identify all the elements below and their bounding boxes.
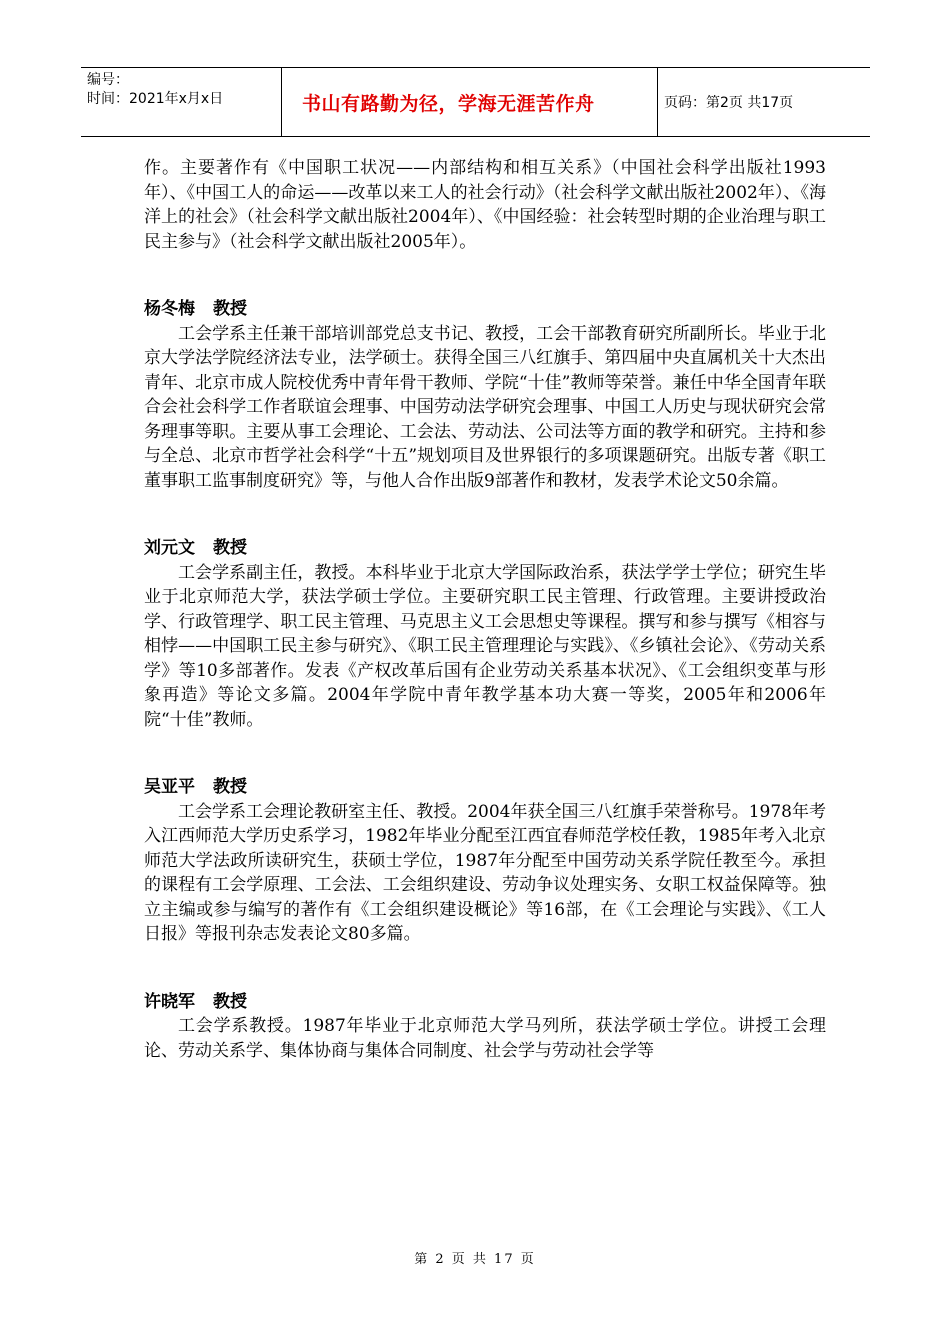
document-body xyxy=(144,156,826,1063)
profile-bio: 工会学系主任兼干部培训部党总支书记、教授，工会干部教育研究所副所长。毕业于北京大学法学院经济法专业，法学硕士。获得全国三八红旗手、第四届中央直属机关十大杰出青年、北京市成人院校优秀中青年骨干教师、学院“十佳”教师等荣誉。兼任中华全国青年联合会社会科学工作者联谊会理事、中国劳动法学研究会理事、中国工人历史与现状研究会常务理事等职。主要从事工会理论、工会法、劳动法、公司法等方面的教学和研究。主持和参与全总、北京市哲学社会科学“十五”规划项目及世界银行的多项课题研究。出版专著《职工董事职工监事制度研究》等，与他人合作出版9部著作和教材，发表学术论文50余篇。 xyxy=(144,323,826,491)
person-title: 教授 xyxy=(213,991,247,1012)
person-title: 教授 xyxy=(213,538,247,558)
profile-bio: 工会学系教授。1987年毕业于北京师范大学马列所，获法学硕士学位。讲授工会理论、劳动关系学、集体协商与集体合同制度、社会学与劳动社会学等 xyxy=(144,1016,826,1061)
person-name: 刘元文 xyxy=(144,538,195,558)
profile-bio: 工会学系副主任，教授。本科毕业于北京大学国际政治系，获法学学士学位；研究生毕业于北京师范大学，获法学硕士学位。主要研究职工民主管理、行政管理。主要讲授政治学、行政管理学、职工民主管理、马克思主义工会思想史等课程。撰写和参与撰写《相容与相悖——中国职工民主参与研究》、《职工民主管理理论与实践》、《乡镇社会论》、《劳动关系学》等10多部著作。发表《产权改革后国有企业劳动关系基本状况》、《工会组织变革与形象再造》等论文多篇。2004年学院中青年教学基本功大赛一等奖，2005年和2006年院“十佳”教师。 xyxy=(144,562,826,730)
page-footer xyxy=(0,1248,950,1267)
profile-liu-yuanwen xyxy=(144,536,826,732)
number-label: 编号： xyxy=(87,72,129,88)
profile-bio: 工会学系工会理论教研室主任、教授。2004年获全国三八红旗手荣誉称号。1978年考入江西师范大学历史系学习，1982年毕业分配至江西宜春师范学校任教，1985年考入北京师范大学法政所读研究生，获硕士学位，1987年分配至中国劳动关系学院任教至今。承担的课程有工会学原理、工会法、工会组织建设、劳动争议处理实务、女职工权益保障等。独立主编或参与编写的著作有《工会组织建设概论》等16部，在《工会理论与实践》、《工人日报》等报刊杂志发表论文80多篇。 xyxy=(144,801,826,944)
person-name: 杨冬梅 xyxy=(144,299,195,319)
person-title: 教授 xyxy=(213,299,247,319)
person-title: 教授 xyxy=(213,777,247,797)
person-name: 吴亚平 xyxy=(144,777,195,797)
footer-page-number: 第 2 页 共 17 页 xyxy=(414,1252,536,1267)
date-label: 时间：2021年x月x日 xyxy=(87,91,224,107)
profile-yang-dongmei xyxy=(144,297,826,493)
person-name: 许晓军 xyxy=(144,991,195,1012)
profile-heading xyxy=(144,990,826,1015)
profile-wu-yaping xyxy=(144,775,826,947)
profile-heading xyxy=(144,775,826,800)
page-info-text: 页码：第2页 共17页 xyxy=(664,95,794,111)
motto-cell xyxy=(282,68,658,136)
profile-xu-xiaojun xyxy=(144,990,826,1064)
motto-text: 书山有路勤为径，学海无涯苦作舟 xyxy=(302,92,595,115)
profile-heading xyxy=(144,536,826,561)
page-info-cell xyxy=(658,68,870,136)
header-meta-cell xyxy=(81,68,282,136)
profile-heading xyxy=(144,297,826,322)
intro-paragraph: 作。主要著作有《中国职工状况——内部结构和相互关系》（中国社会科学出版社1993年）、《中国工人的命运——改革以来工人的社会行动》（社会科学文献出版社2002年）、《海洋上的社会》（社会科学文献出版社2004年）、《中国经验：社会转型时期的企业治理与职工民主参与》（社会科学文献出版社2005年）。 xyxy=(144,158,826,252)
page-header xyxy=(81,67,870,137)
